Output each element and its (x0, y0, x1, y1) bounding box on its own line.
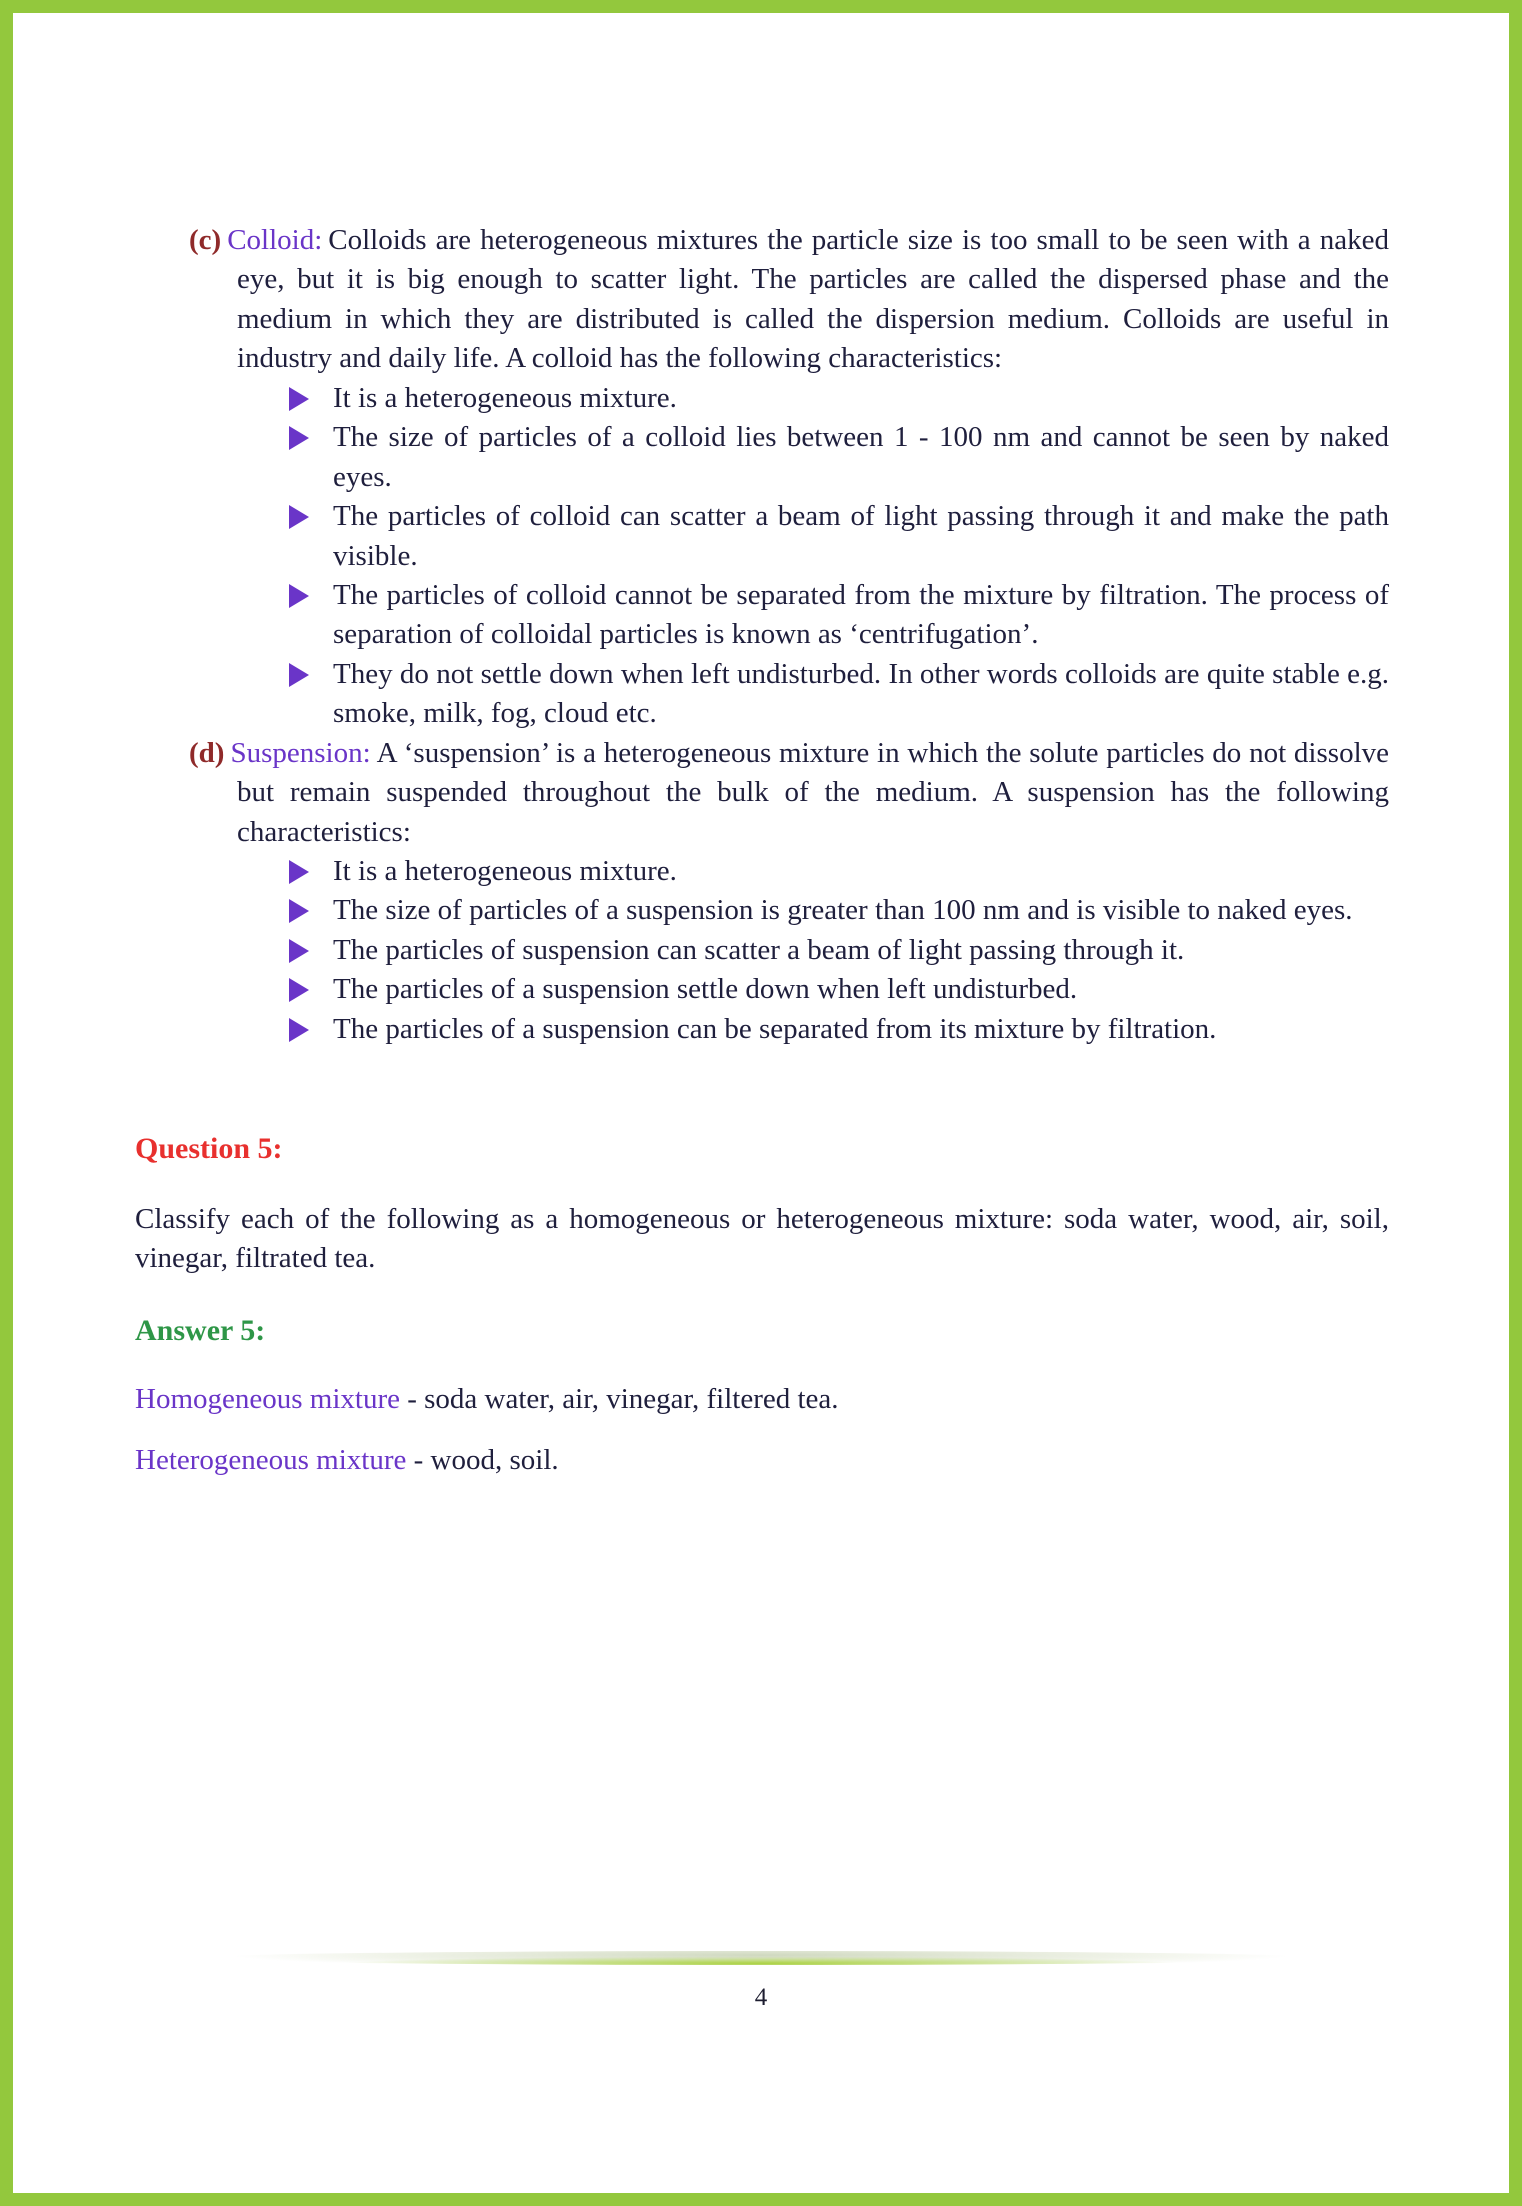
answer-heading: Answer 5: (135, 1313, 266, 1347)
arrow-bullet-icon (289, 1018, 309, 1042)
colloid-definition-text: Colloids are heterogeneous mixtures the particle size is too small to be seen with a naked eye, but it is big enough to scatter light. The particles are called the dispersed phase and the medium in which they are distributed is called the dispersion medium. Colloids are useful in industry and daily life. A colloid has the following characteristics: (237, 224, 1389, 375)
arrow-bullet-icon (289, 426, 309, 450)
answer-heterogeneous-text: - wood, soil. (406, 1444, 559, 1477)
page-footer (13, 1951, 1509, 2015)
arrow-bullet-icon (289, 663, 309, 687)
arrow-bullet-icon (289, 387, 309, 411)
colloid-characteristics-list (289, 379, 1389, 734)
arrow-bullet-icon (289, 860, 309, 884)
definition-suspension (135, 734, 1389, 1050)
list-item (289, 931, 1389, 970)
page-number: 4 (754, 1984, 768, 2011)
list-item (289, 852, 1389, 891)
bullet-text: They do not settle down when left undisturbed. In other words colloids are quite stable e.g. smoke, milk, fog, cloud etc. (333, 657, 1389, 730)
answer-line-heterogeneous (135, 1441, 1389, 1480)
list-item (289, 379, 1389, 418)
suspension-characteristics-list (289, 852, 1389, 1049)
question-text: Classify each of the following as a homogeneous or heterogeneous mixture: soda water, wood, air, soil, vinegar, filtrated tea. (135, 1202, 1389, 1275)
arrow-bullet-icon (289, 505, 309, 529)
arrow-bullet-icon (289, 584, 309, 608)
bullet-text: The particles of colloid can scatter a beam of light passing through it and make the path visible. (333, 500, 1389, 572)
bullet-text: The particles of a suspension settle down when left undisturbed. (333, 973, 1078, 1006)
arrow-bullet-icon (289, 939, 309, 963)
list-item (289, 970, 1389, 1009)
list-item (289, 576, 1389, 655)
item-marker-d: (d) (189, 736, 225, 769)
bullet-text: It is a heterogeneous mixture. (333, 381, 677, 414)
list-item (289, 418, 1389, 497)
term-suspension: Suspension: (230, 736, 371, 769)
list-item (289, 1010, 1389, 1049)
answer-homogeneous-text: - soda water, air, vinegar, filtered tea. (399, 1382, 839, 1415)
question-heading: Question 5: (135, 1132, 283, 1166)
list-item (289, 655, 1389, 734)
definition-colloid (135, 221, 1389, 734)
question-answer-section (135, 1129, 1389, 1480)
arrow-bullet-icon (289, 899, 309, 923)
term-homogeneous-mixture: Homogeneous mixture (135, 1382, 400, 1415)
list-item (289, 497, 1389, 576)
list-item (289, 891, 1389, 930)
suspension-paragraph (189, 734, 1389, 852)
term-colloid: Colloid: (227, 224, 323, 256)
bullet-text: The size of particles of a colloid lies between 1 - 100 nm and cannot be seen by naked eyes. (333, 421, 1389, 493)
answer-line-homogeneous (135, 1380, 1389, 1419)
page-content (13, 13, 1509, 1481)
bullet-text: The size of particles of a suspension is greater than 100 nm and is visible to naked eyes. (333, 894, 1353, 927)
suspension-definition-text: A ‘suspension’ is a heterogeneous mixture in which the solute particles do not dissolve but remain suspended throughout the bulk of the medium. A suspension has the following characteristics: (237, 736, 1389, 848)
bullet-text: The particles of suspension can scatter a beam of light passing through it. (333, 933, 1185, 966)
bullet-text: The particles of a suspension can be separated from its mixture by filtration. (333, 1012, 1217, 1045)
bullet-text: The particles of colloid cannot be separated from the mixture by filtration. The process of separation of colloidal particles is known as ‘centrifugation’. (333, 578, 1389, 651)
arrow-bullet-icon (289, 978, 309, 1002)
term-heterogeneous-mixture: Heterogeneous mixture (135, 1444, 407, 1477)
divider-swoosh (196, 1951, 1326, 1965)
item-marker-c: (c) (189, 224, 222, 256)
colloid-paragraph (189, 221, 1389, 379)
bullet-text: It is a heterogeneous mixture. (333, 855, 677, 887)
